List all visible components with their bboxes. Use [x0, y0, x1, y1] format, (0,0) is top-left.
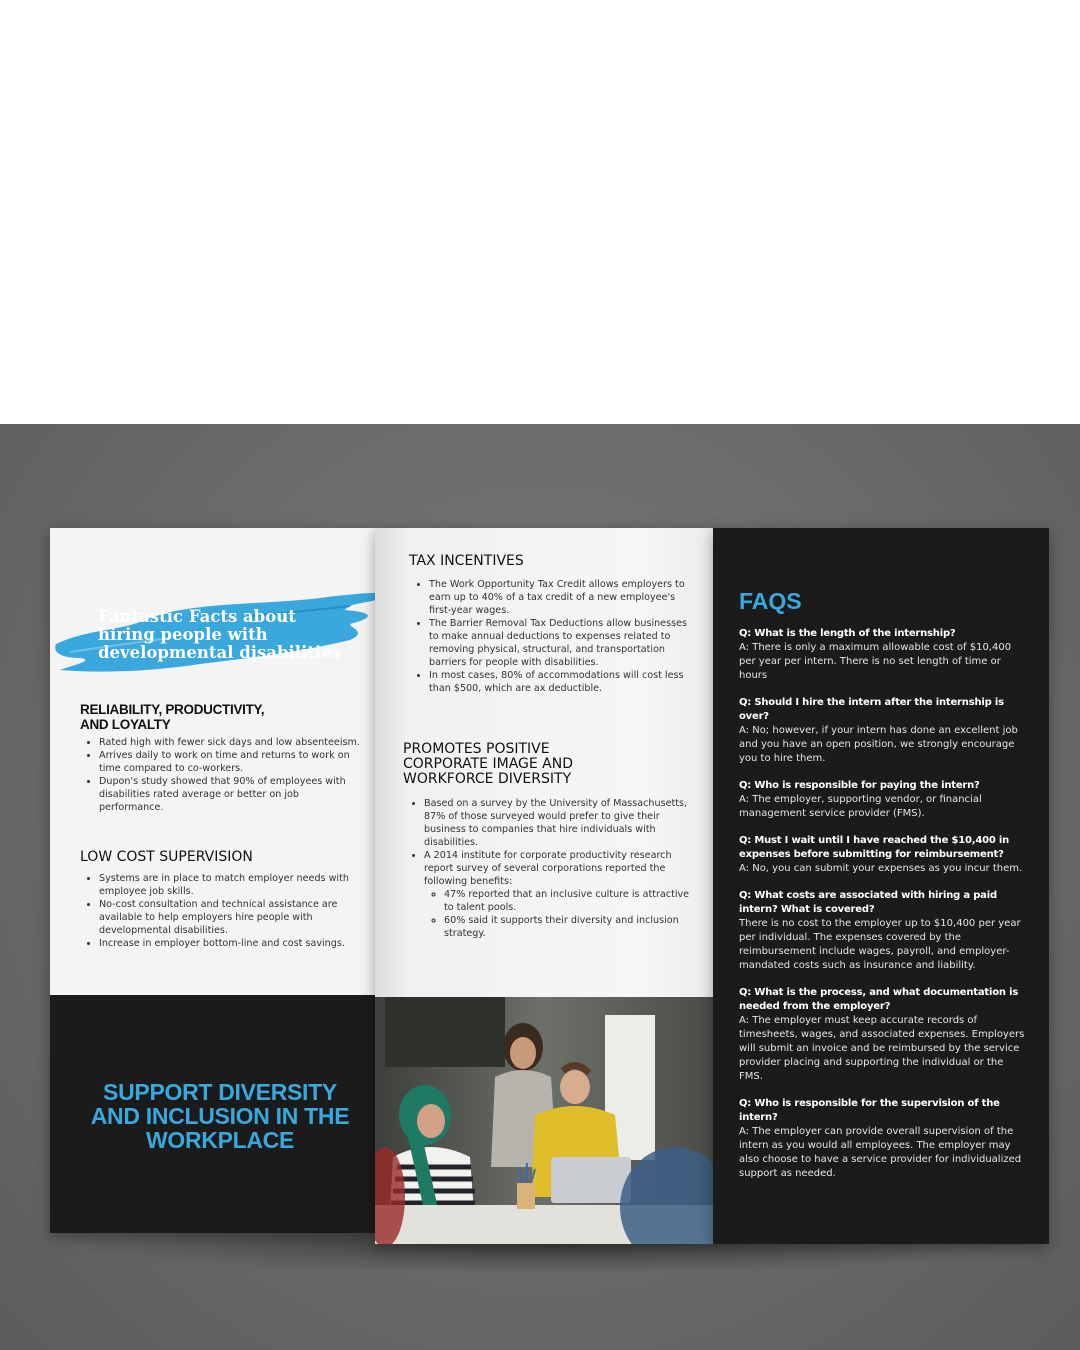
faq-question: Q: What is the process, and what documentation is needed from the employer?	[739, 987, 1019, 1012]
list-item: • The Work Opportunity Tax Credit allows employers to earn up to 40% of a tax credit of a new employee's first-year wages.	[429, 578, 697, 617]
right-panel	[713, 528, 1049, 1244]
faq-item	[739, 627, 1029, 683]
sub-list-item: ◦ 47% reported that an inclusive culture is attractive to talent pools.	[444, 888, 696, 914]
faq-question: Q: Who is responsible for paying the intern?	[739, 780, 980, 791]
reliability-list	[81, 736, 361, 814]
list-item: • Arrives daily to work on time and returns to work on time compared to co-workers.	[99, 749, 361, 775]
faq-answer: A: No; however, if your intern has done an excellent job and you have an open position, we strongly encourage you to hire them.	[739, 725, 1018, 764]
list-item: • The Barrier Removal Tax Deductions allow businesses to make annual deductions to expenses related to removing physical, structural, and transportation barriers for people with disabilities.	[429, 617, 697, 669]
faq-answer: A: The employer must keep accurate records of timesheets, wages, and associated expenses. Employers will submit an invoice and be reimbursed by the service provider placing and supporting the individual or the FMS.	[739, 1015, 1025, 1082]
brush-title: Fantastic Facts about hiring people with developmental disabilities	[98, 607, 342, 662]
faq-item	[739, 834, 1029, 876]
faq-answer: A: No, you can submit your expenses as you incur them.	[739, 863, 1023, 874]
faq-question: Q: Must I wait until I have reached the $10,400 in expenses before submitting for reimbursement?	[739, 835, 1010, 860]
promotes-list	[406, 797, 696, 940]
tax-incentives-heading: TAX INCENTIVES	[409, 553, 524, 569]
list-item: • Increase in employer bottom-line and cost savings.	[99, 937, 361, 950]
reliability-heading: RELIABILITY, PRODUCTIVITY, AND LOYALTY	[80, 702, 265, 732]
faq-item	[739, 1097, 1029, 1181]
list-item: • In most cases, 80% of accommodations will cost less than $500, which are ax deductible.	[429, 669, 697, 695]
list-item-text: A 2014 institute for corporate productivity research report survey of several corporations reported the following benefits:	[424, 850, 672, 887]
support-diversity-title: SUPPORT DIVERSITY AND INCLUSION IN THE WORKPLACE	[90, 1079, 350, 1153]
faq-item	[739, 986, 1029, 1084]
list-item: • Systems are in place to match employer needs with employee job skills.	[99, 872, 361, 898]
faq-answer: A: The employer can provide overall supervision of the intern as you would all employees. The employer may also choose to have a service provider for individualized support as needed.	[739, 1126, 1022, 1179]
faq-list	[739, 627, 1029, 1194]
list-item: • Based on a survey by the University of Massachusetts, 87% of those surveyed would prefer to give their business to companies that hire individuals with disabilities.	[424, 797, 696, 849]
list-item: • No-cost consultation and technical assistance are available to help employers hire people with developmental disabilities.	[99, 898, 361, 937]
supervision-heading: LOW COST SUPERVISION	[80, 849, 253, 865]
photo-illustration	[375, 997, 713, 1244]
faqs-heading: FAQS	[739, 588, 802, 614]
faq-answer: A: The employer, supporting vendor, or financial management service provider (FMS).	[739, 794, 982, 819]
promotes-heading: PROMOTES POSITIVE CORPORATE IMAGE AND WORKFORCE DIVERSITY	[403, 741, 573, 787]
faq-item	[739, 696, 1029, 766]
supervision-list	[81, 872, 361, 950]
faq-question: Q: What is the length of the internship?	[739, 628, 956, 639]
faq-question: Q: Who is responsible for the supervision of the intern?	[739, 1098, 1000, 1123]
faq-item	[739, 779, 1029, 821]
faq-answer: A: There is only a maximum allowable cost of $10,400 per year per intern. There is no set length of time or hours	[739, 642, 1012, 681]
list-item: • Rated high with fewer sick days and low absenteeism.	[99, 736, 361, 749]
list-item: • Dupon's study showed that 90% of employees with disabilities rated average or better on job performance.	[99, 775, 361, 814]
sub-list-item: ◦ 60% said it supports their diversity and inclusion strategy.	[444, 914, 696, 940]
benefits-sublist	[424, 888, 696, 940]
faq-question: Q: What costs are associated with hiring a paid intern? What is covered?	[739, 890, 997, 915]
tax-incentives-list	[411, 578, 697, 695]
faq-item	[739, 889, 1029, 973]
faq-answer: There is no cost to the employer up to $10,400 per year per individual. The expenses covered by the reimbursement include wages, payroll, and employer-mandated costs such as insurance and liability.	[739, 918, 1021, 971]
faq-question: Q: Should I hire the intern after the internship is over?	[739, 697, 1004, 722]
left-panel	[50, 528, 375, 1233]
middle-panel	[375, 528, 713, 1244]
list-item	[424, 849, 696, 940]
workplace-photo	[375, 997, 713, 1244]
